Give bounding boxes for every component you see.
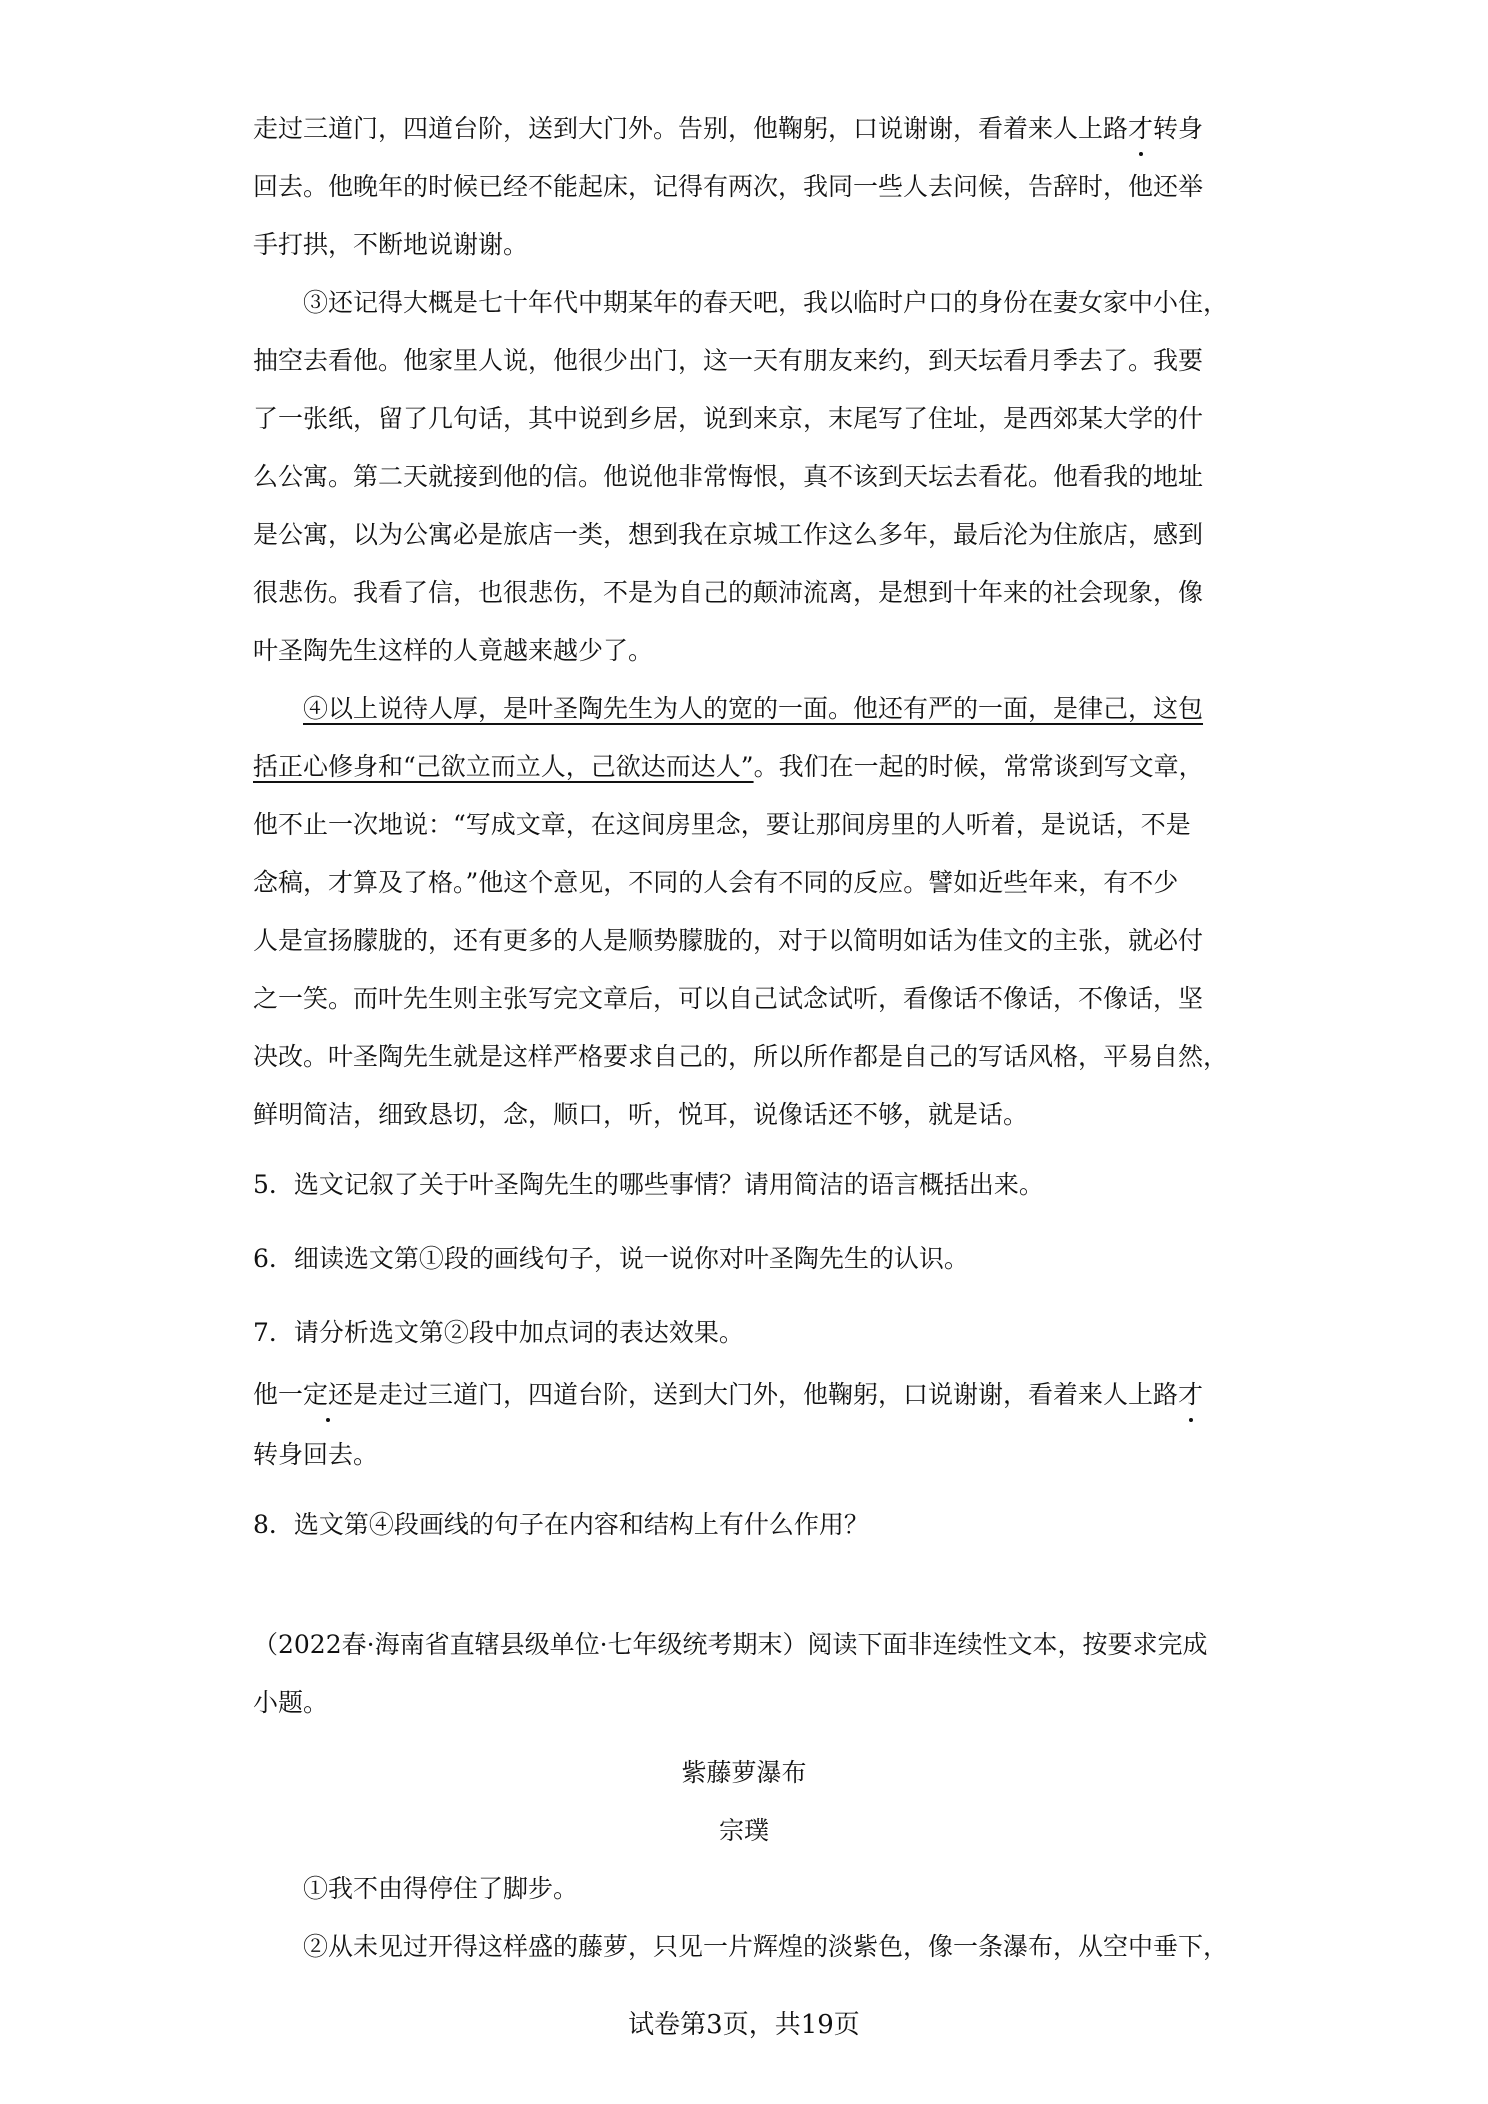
paragraph-4-line: 人是宣扬朦胧的，还有更多的人是顺势朦胧的，对于以简明如话为佳文的主张，就必付 (253, 926, 1204, 955)
question-7-quote: 他一定还是走过三道门，四道台阶，送到大门外，他鞠躬，口说谢谢，看着来人上路才 (253, 1378, 1203, 1412)
paragraph-3-line: 么公寓。第二天就接到他的信。他说他非常悔恨，真不该到天坛去看花。他看我的地址 (253, 462, 1204, 491)
underlined-sentence: ④以上说待人厚，是叶圣陶先生为人的宽的一面。他还有严的一面，是律己，这包 (303, 694, 1204, 723)
emphasis-dot-char: 才 (1128, 112, 1153, 146)
paragraph-3-line: 了一张纸，留了几句话，其中说到乡居，说到来京，末尾写了住址，是西郊某大学的什 (253, 404, 1204, 433)
section-intro: （2022春·海南省直辖县级单位·七年级统考期末）阅读下面非连续性文本，按要求完成 (253, 1630, 1208, 1659)
paragraph-3-line: 抽空去看他。他家里人说，他很少出门，这一天有朋友来约，到天坛看月季去了。我要 (253, 346, 1204, 375)
emphasis-dot-char: 才 (1178, 1378, 1203, 1412)
paragraph-3-line: 叶圣陶先生这样的人竟越来越少了。 (253, 636, 654, 665)
question-5: 5．选文记叙了关于叶圣陶先生的哪些事情？请用简洁的语言概括出来。 (253, 1170, 1044, 1199)
underlined-sentence: 括正心修身和“己欲立而立人，己欲达而达人” (253, 752, 754, 781)
paragraph-3-line: ③还记得大概是七十年代中期某年的春天吧，我以临时户口的身份在妻女家中小住， (303, 288, 1229, 317)
paragraph-4-line: 之一笑。而叶先生则主张写完文章后，可以自己试念试听，看像话不像话，不像话，坚 (253, 984, 1204, 1013)
article-paragraph-2: ②从未见过开得这样盛的藤萝，只见一片辉煌的淡紫色，像一条瀑布，从空中垂下， (303, 1932, 1229, 1961)
paragraph-4-line: 念稿，才算及了格。”他这个意见，不同的人会有不同的反应。譬如近些年来，有不少 (253, 868, 1179, 897)
section-intro: 小题。 (253, 1688, 329, 1717)
article-paragraph-1: ①我不由得停住了脚步。 (303, 1874, 579, 1903)
paragraph-3-line: 很悲伤。我看了信，也很悲伤，不是为自己的颠沛流离，是想到十年来的社会现象，像 (253, 578, 1204, 607)
paragraph-4-line: 他不止一次地说：“写成文章，在这间房里念，要让那间房里的人听着，是说话，不是 (253, 810, 1191, 839)
passage-line: 回去。他晚年的时候已经不能起床，记得有两次，我同一些人去问候，告辞时，他还举 (253, 172, 1204, 201)
paragraph-4-line: 括正心修身和“己欲立而立人，己欲达而达人”。我们在一起的时候，常常谈到写文章， (253, 752, 1204, 781)
passage-line: 手打拱，不断地说谢谢。 (253, 230, 529, 259)
emphasis-dot-word: 一定还是 (278, 1378, 378, 1412)
question-7-quote-line-2: 转身回去。 (253, 1440, 379, 1469)
page-footer: 试卷第3页，共19页 (628, 2010, 860, 2040)
question-8: 8．选文第④段画线的句子在内容和结构上有什么作用？ (253, 1510, 869, 1539)
question-6: 6．细读选文第①段的画线句子，说一说你对叶圣陶先生的认识。 (253, 1244, 969, 1273)
paragraph-4-line: 鲜明简洁，细致恳切，念，顺口，听，悦耳，说像话还不够，就是话。 (253, 1100, 1029, 1129)
passage-line: 走过三道门，四道台阶，送到大门外。告别，他鞠躬，口说谢谢，看着来人上路才转身 (253, 112, 1203, 146)
paragraph-4-line: 决改。叶圣陶先生就是这样严格要求自己的，所以所作都是自己的写话风格，平易自然， (253, 1042, 1229, 1071)
article-title: 紫藤萝瀑布 (681, 1758, 807, 1787)
article-author: 宗璞 (718, 1816, 769, 1845)
paragraph-3-line: 是公寓，以为公寓必是旅店一类，想到我在京城工作这么多年，最后沦为住旅店，感到 (253, 520, 1204, 549)
question-7: 7．请分析选文第②段中加点词的表达效果。 (253, 1318, 744, 1347)
